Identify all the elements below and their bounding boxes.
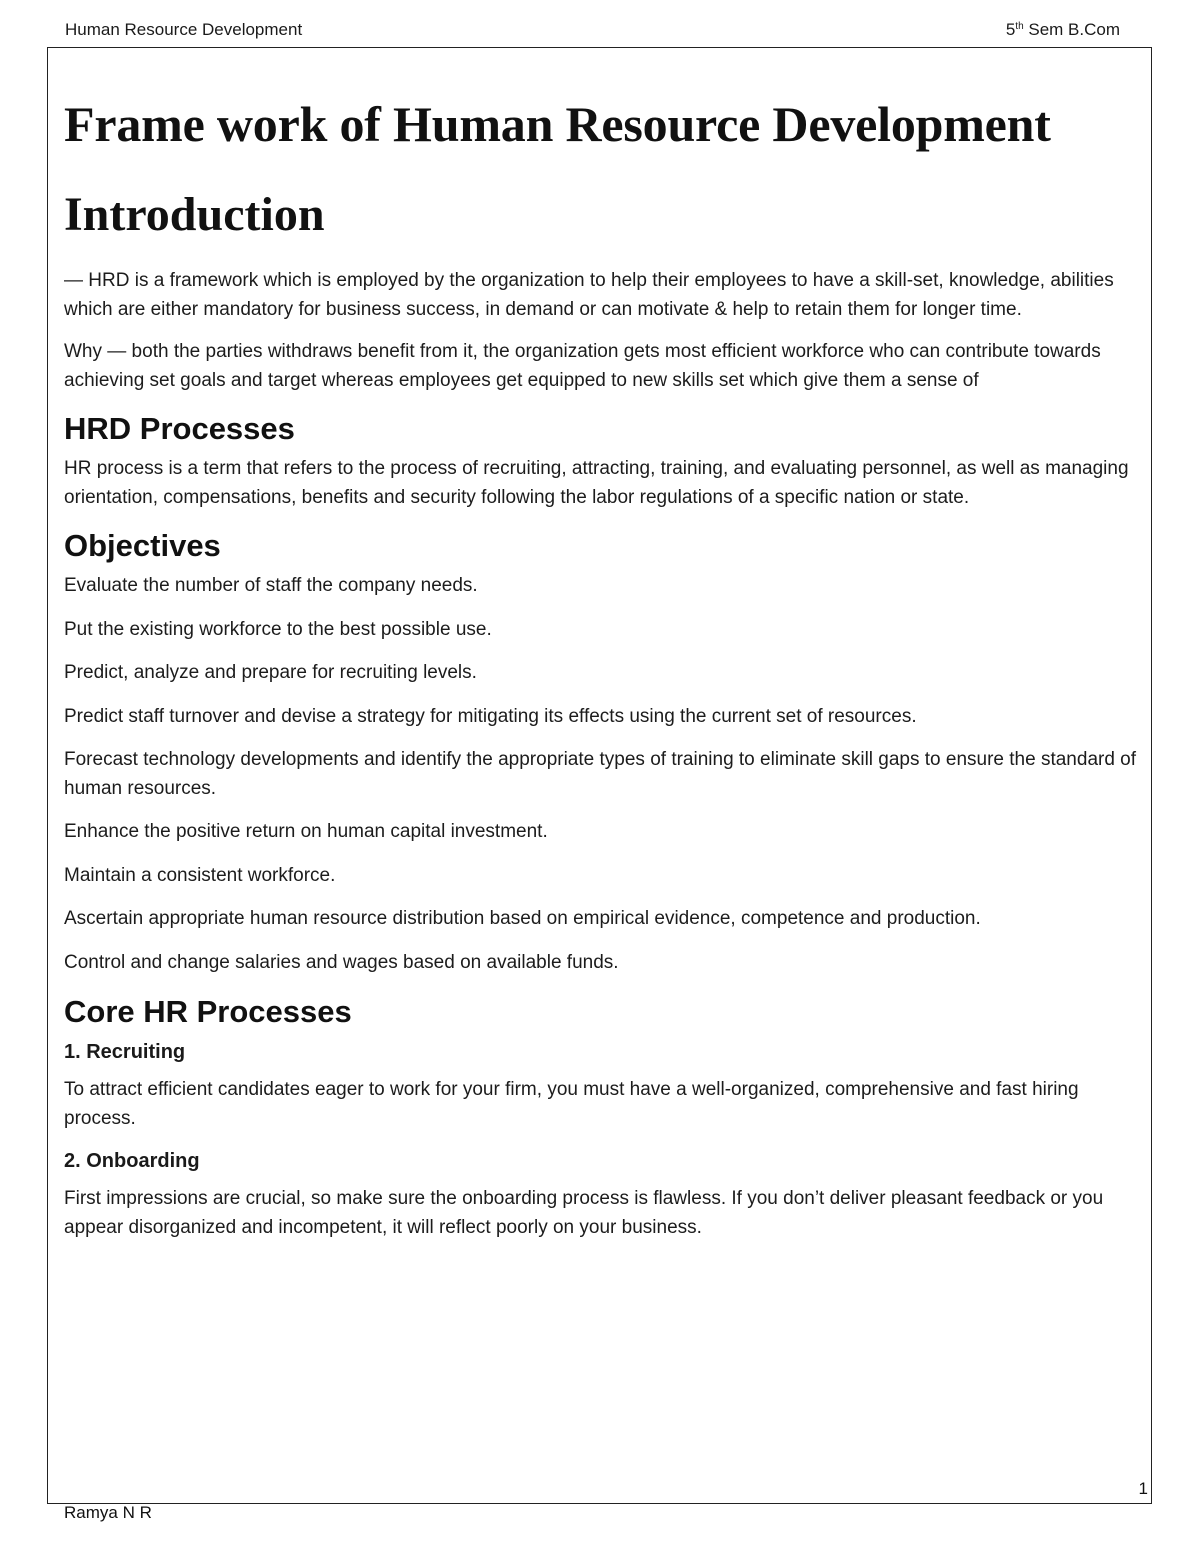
objective-item: Put the existing workforce to the best possible use. (64, 618, 492, 640)
page-number: 1 (1138, 1479, 1148, 1498)
page-content (64, 92, 1148, 1256)
objective-item: Control and change salaries and wages based on available funds. (64, 951, 619, 973)
document-title: Frame work of Human Resource Development (64, 96, 1051, 152)
header-semester-ordinal: th (1015, 21, 1024, 32)
core-hr-item-text: First impressions are crucial, so make sure the onboarding process is flawless. If you don’t deliver pleasant feedback or you appear disorganized and incompetent, it will reflect poorly on your business. (64, 1188, 1104, 1238)
core-hr-item-title: 1. Recruiting (64, 1041, 186, 1063)
footer-author: Ramya N R (64, 1503, 152, 1522)
objective-item: Predict staff turnover and devise a strategy for mitigating its effects using the current set of resources. (64, 705, 917, 727)
objective-item: Maintain a consistent workforce. (64, 864, 336, 886)
header-semester-label: Sem B.Com (1023, 20, 1120, 39)
introduction-heading: Introduction (64, 188, 325, 241)
objective-item: Forecast technology developments and identify the appropriate types of training to eliminate skill gaps to ensure the standard of human resources. (64, 749, 1137, 799)
objective-item: Predict, analyze and prepare for recruiting levels. (64, 662, 477, 683)
introduction-paragraph: Why — both the parties withdraws benefit from it, the organization gets most efficient workforce who can contribute towards achieving set goals and target whereas employees get equipped to new skills set which give them a sense of (64, 341, 1101, 391)
hrd-processes-paragraph: HR process is a term that refers to the process of recruiting, attracting, training, and evaluating personnel, as well as managing orientation, compensations, benefits and security following the labor regulations of a specific nation or state. (64, 458, 1129, 508)
core-hr-processes-heading: Core HR Processes (64, 994, 352, 1029)
header-course-title: Human Resource Development (65, 20, 303, 39)
hrd-processes-heading: HRD Processes (64, 411, 295, 446)
objective-item: Enhance the positive return on human capital investment. (64, 821, 548, 842)
objective-item: Evaluate the number of staff the company needs. (64, 575, 478, 596)
core-hr-item-title: 2. Onboarding (64, 1150, 200, 1172)
introduction-paragraph: — HRD is a framework which is employed by the organization to help their employees to have a skill-set, knowledge, abilities which are either mandatory for business success, in demand or can motivate & help to retain them for longer time. (64, 270, 1114, 320)
objectives-heading: Objectives (64, 528, 221, 563)
core-hr-item-text: To attract efficient candidates eager to work for your firm, you must have a well-organized, comprehensive and fast hiring process. (64, 1079, 1079, 1129)
header-semester (1006, 18, 1120, 42)
header-semester-number: 5 (1005, 20, 1016, 39)
page-header (65, 18, 1120, 42)
objective-item: Ascertain appropriate human resource distribution based on empirical evidence, competence and production. (64, 908, 981, 929)
